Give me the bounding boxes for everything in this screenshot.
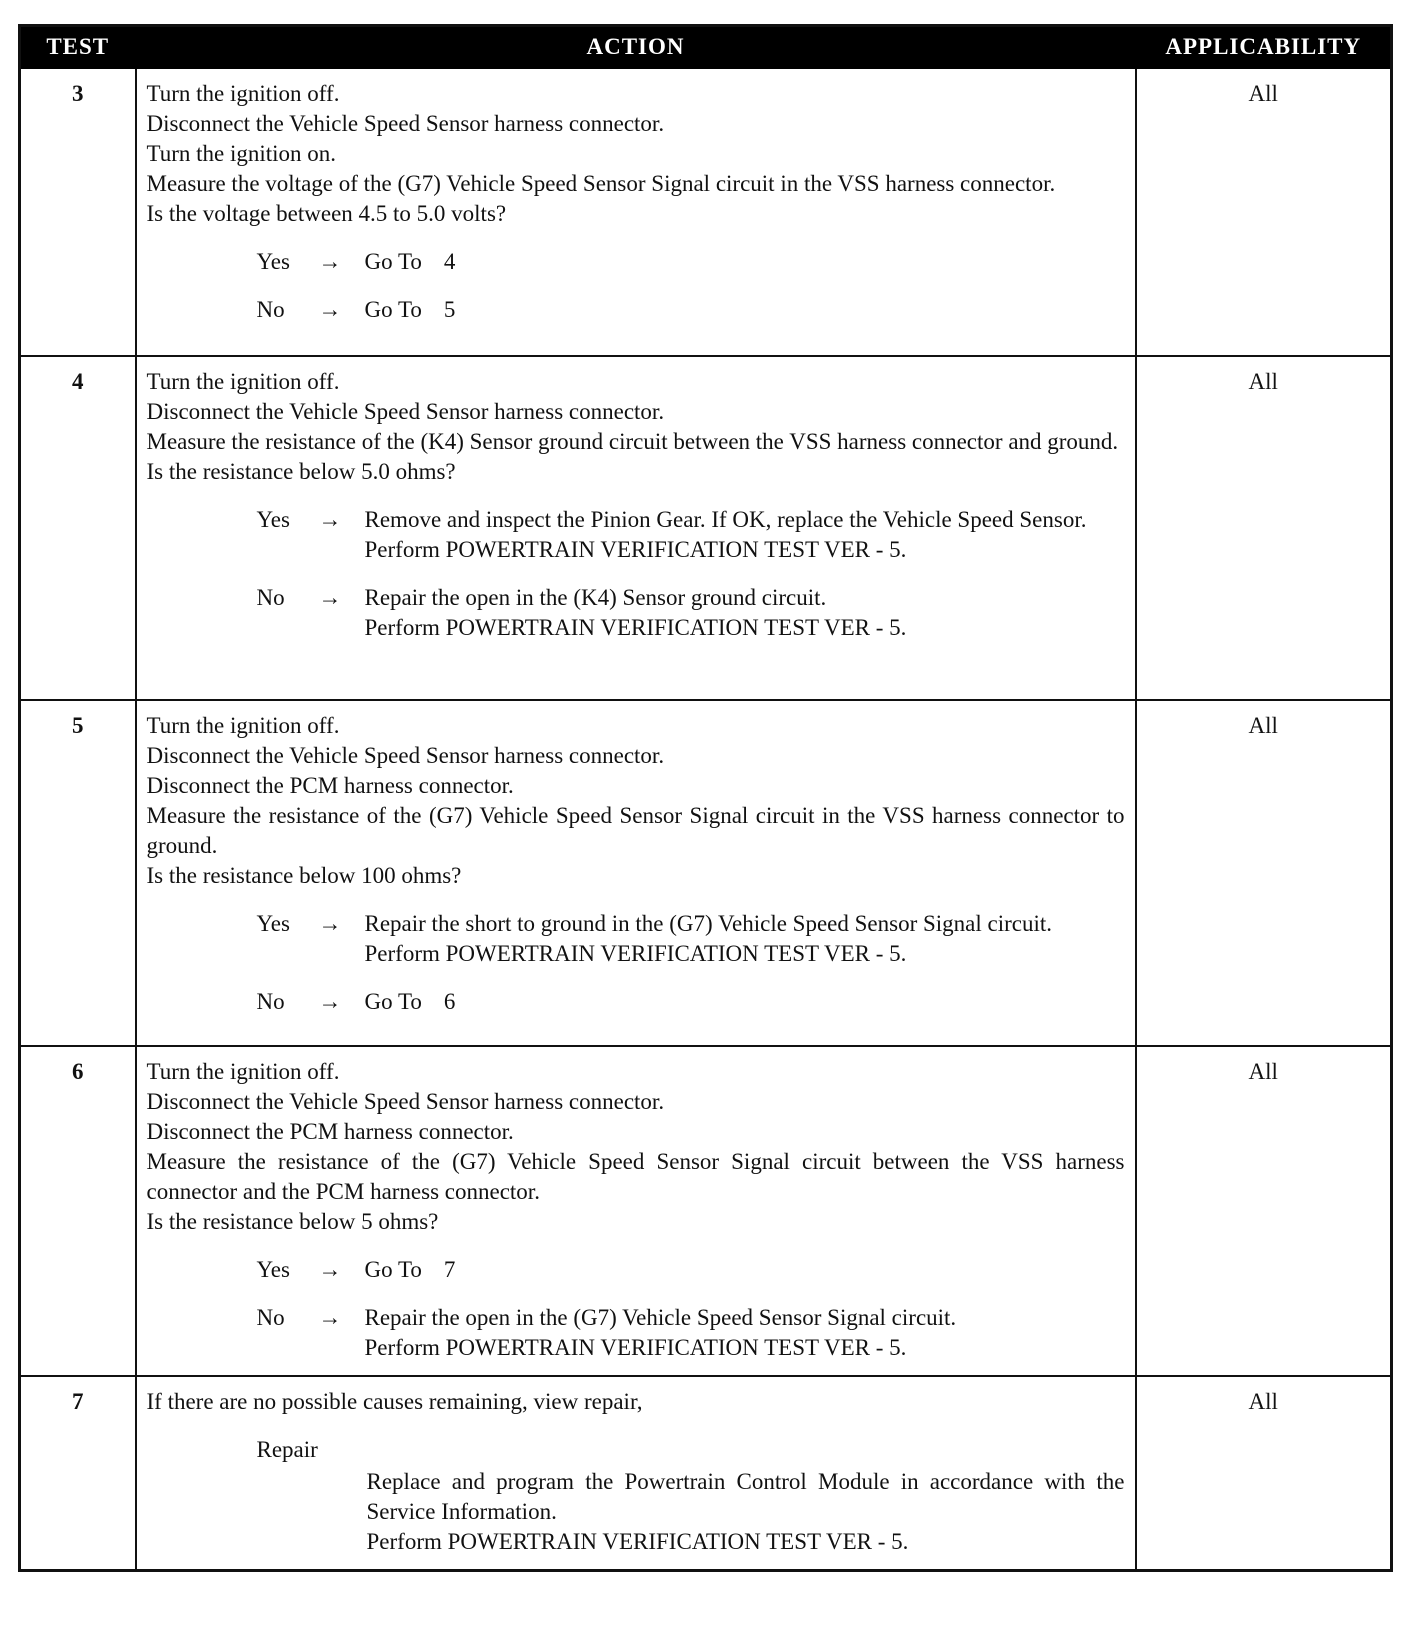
test-number: 3 (20, 68, 136, 356)
goto-target: 4 (443, 249, 456, 274)
instruction: Measure the voltage of the (G7) Vehicle Speed Sensor Signal circuit in the VSS harness connector. (146, 171, 1056, 196)
diagnostic-test-table (18, 24, 1393, 1572)
instruction: Disconnect the Vehicle Speed Sensor harness connector. (146, 111, 665, 136)
test-number: 7 (20, 1376, 136, 1571)
test-row-5 (20, 700, 1392, 1046)
yes-branch (147, 247, 1125, 277)
action-cell (136, 700, 1136, 1046)
result-text: Repair the short to ground in the (G7) Vehicle Speed Sensor Signal circuit. (364, 911, 1053, 936)
instruction: Disconnect the Vehicle Speed Sensor harness connector. (146, 399, 665, 424)
instruction: Disconnect the Vehicle Speed Sensor harness connector. (146, 1089, 665, 1114)
applicability: All (1136, 68, 1392, 356)
yes-label: Yes (256, 249, 290, 274)
repair-body (367, 1467, 1125, 1557)
yes-branch (147, 1255, 1125, 1285)
header-test: TEST (20, 26, 136, 69)
table-header (20, 26, 1392, 69)
instruction: Measure the resistance of the (G7) Vehicle Speed Sensor Signal circuit between the VSS harness connector and the PCM harness connector. (146, 1149, 1125, 1204)
applicability: All (1136, 1376, 1392, 1571)
applicability: All (1136, 1046, 1392, 1376)
yes-label: Yes (256, 1257, 290, 1282)
result-text: Repair the open in the (K4) Sensor ground circuit. (364, 585, 827, 610)
repair-label: Repair (256, 1437, 318, 1462)
verification-text: Perform POWERTRAIN VERIFICATION TEST VER - 5. (364, 615, 907, 640)
goto-target: 5 (443, 297, 456, 322)
no-branch (147, 1303, 1125, 1363)
goto-target: 7 (443, 1257, 456, 1282)
no-branch (147, 295, 1125, 325)
instruction: Measure the resistance of the (G7) Vehicle Speed Sensor Signal circuit in the VSS harness connector to ground. (146, 803, 1125, 858)
instruction: Is the voltage between 4.5 to 5.0 volts? (146, 201, 507, 226)
applicability: All (1136, 356, 1392, 700)
instruction: Measure the resistance of the (K4) Sensor ground circuit between the VSS harness connector and ground. (146, 429, 1119, 454)
yes-label: Yes (256, 507, 290, 532)
instruction: If there are no possible causes remaining, view repair, (146, 1389, 643, 1414)
test-row-4 (20, 356, 1392, 700)
action-cell (136, 1376, 1136, 1571)
test-number: 5 (20, 700, 136, 1046)
test-row-6 (20, 1046, 1392, 1376)
repair-text: Replace and program the Powertrain Control Module in accordance with the Service Information. (366, 1469, 1125, 1524)
instruction: Is the resistance below 5 ohms? (146, 1209, 439, 1234)
instruction: Turn the ignition off. (146, 369, 340, 394)
test-number: 6 (20, 1046, 136, 1376)
instruction: Disconnect the PCM harness connector. (146, 1119, 514, 1144)
instruction: Is the resistance below 100 ohms? (146, 863, 462, 888)
arrow-icon: → (318, 911, 342, 936)
result-text: Remove and inspect the Pinion Gear. If OK, replace the Vehicle Speed Sensor. (364, 507, 1087, 532)
arrow-icon: → (318, 1305, 342, 1330)
test-row-7 (20, 1376, 1392, 1571)
goto-text: Go To (364, 249, 422, 274)
arrow-icon: → (318, 1257, 342, 1282)
goto-text: Go To (364, 297, 422, 322)
no-label: No (256, 297, 285, 322)
goto-target: 6 (443, 989, 456, 1014)
arrow-icon: → (318, 297, 342, 322)
header-action: ACTION (136, 26, 1136, 69)
arrow-icon: → (318, 507, 342, 532)
instruction: Disconnect the Vehicle Speed Sensor harness connector. (146, 743, 665, 768)
arrow-icon: → (318, 585, 342, 610)
instruction: Turn the ignition off. (146, 81, 340, 106)
arrow-icon: → (318, 989, 342, 1014)
action-cell (136, 68, 1136, 356)
verification-text: Perform POWERTRAIN VERIFICATION TEST VER - 5. (364, 941, 907, 966)
instruction: Is the resistance below 5.0 ohms? (146, 459, 456, 484)
result-text: Repair the open in the (G7) Vehicle Speed Sensor Signal circuit. (364, 1305, 957, 1330)
no-branch (147, 583, 1125, 643)
instruction: Turn the ignition off. (146, 1059, 340, 1084)
instruction: Disconnect the PCM harness connector. (146, 773, 514, 798)
no-branch (147, 987, 1125, 1017)
test-number: 4 (20, 356, 136, 700)
instruction: Turn the ignition off. (146, 713, 340, 738)
verification-text: Perform POWERTRAIN VERIFICATION TEST VER - 5. (366, 1529, 909, 1554)
verification-text: Perform POWERTRAIN VERIFICATION TEST VER - 5. (364, 537, 907, 562)
arrow-icon: → (318, 249, 342, 274)
header-applicability: APPLICABILITY (1136, 26, 1392, 69)
goto-text: Go To (364, 1257, 422, 1282)
action-cell (136, 356, 1136, 700)
yes-label: Yes (256, 911, 290, 936)
test-row-3 (20, 68, 1392, 356)
action-cell (136, 1046, 1136, 1376)
applicability: All (1136, 700, 1392, 1046)
instruction: Turn the ignition on. (146, 141, 337, 166)
no-label: No (256, 989, 285, 1014)
goto-text: Go To (364, 989, 422, 1014)
yes-branch (147, 909, 1125, 969)
no-label: No (256, 1305, 285, 1330)
verification-text: Perform POWERTRAIN VERIFICATION TEST VER - 5. (364, 1335, 907, 1360)
yes-branch (147, 505, 1125, 565)
no-label: No (256, 585, 285, 610)
